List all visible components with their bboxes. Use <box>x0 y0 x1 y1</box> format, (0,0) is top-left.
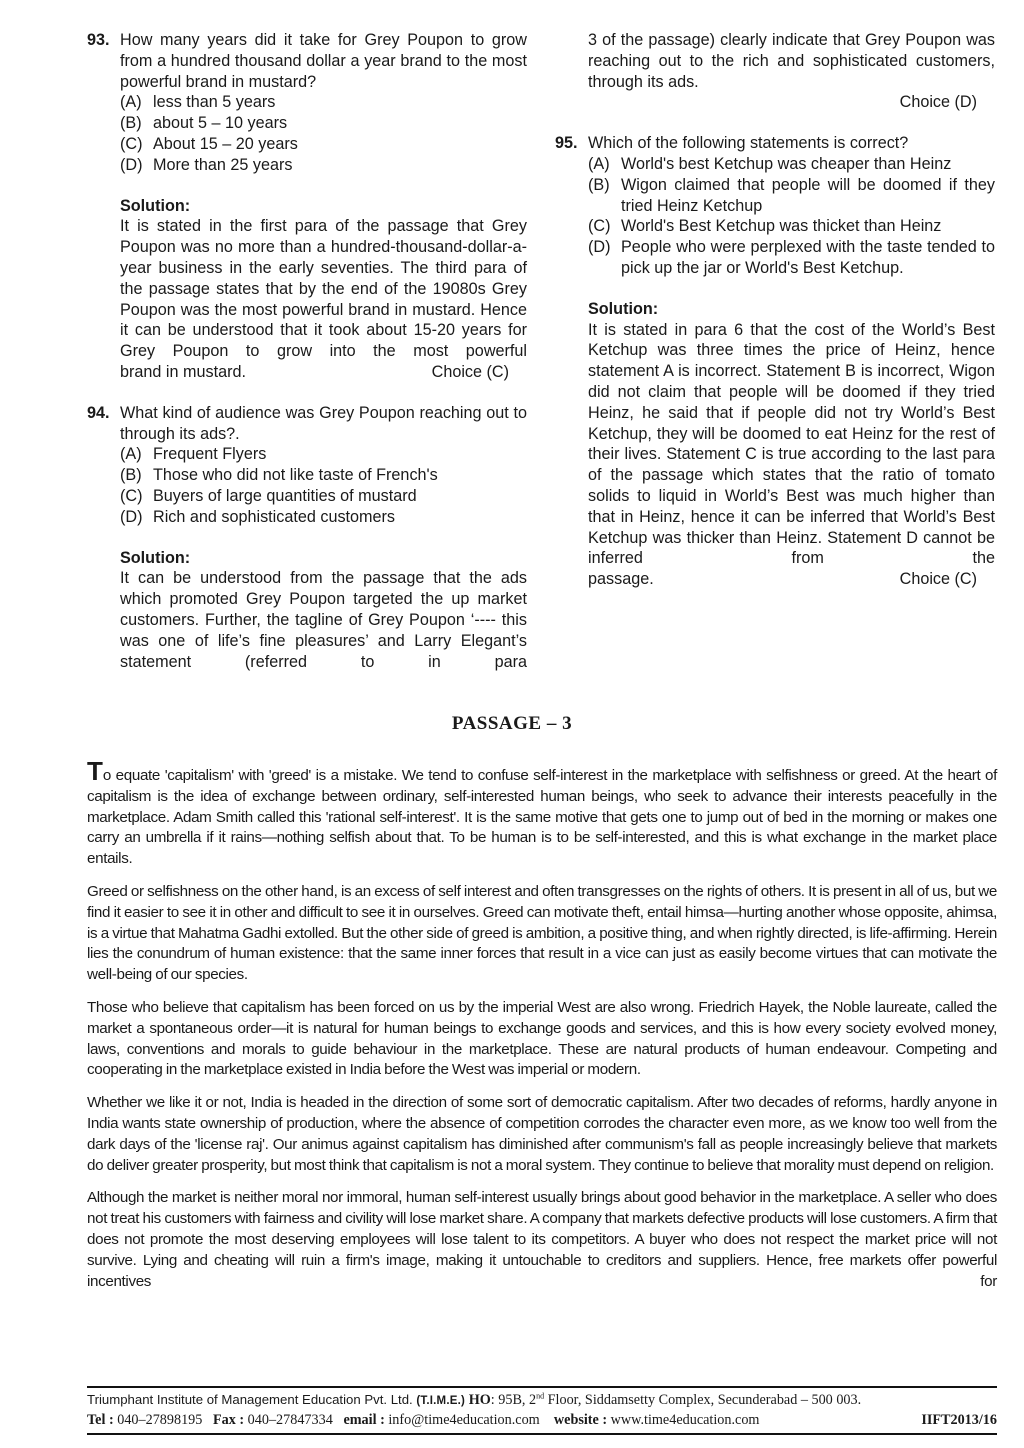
drop-cap: T <box>87 756 103 786</box>
answer-choice: Choice (C) <box>899 570 977 589</box>
option-a: (A) less than 5 years <box>120 93 276 112</box>
email-label: email : <box>343 1412 385 1428</box>
footer-bottom-rule <box>87 1433 997 1435</box>
solution-end-line: passage. Choice (C) <box>588 569 995 590</box>
question-text: What kind of audience was Grey Poupon reaching out to through its ads?. <box>120 403 527 443</box>
passage-paragraph-1: To equate 'capitalism' with 'greed' is a mistake. We tend to confuse self-interest in the marketplace with selfishness or greed. At the heart of capitalism is the idea of exchange between ordinary, self-interested human beings, who seek to advance their interests peacefully in the marketplace. Adam Smith called this 'rational self-interest'. It is the same motive that gets one to jump out of bed in the morning or makes one carry an umbrella if it rains—nothing selfish about that. To be human is to be self-interested, and this is what exchange in the market place entails. <box>87 756 997 868</box>
answer-choice: Choice (C) <box>431 362 509 381</box>
answer-choice: Choice (D) <box>899 93 977 112</box>
options-list <box>120 444 527 527</box>
tel-label: Tel : <box>87 1412 114 1428</box>
left-column <box>87 30 527 672</box>
footer-company-line <box>87 1388 997 1411</box>
question-94 <box>87 403 527 673</box>
solution-text-part1: It can be understood from the passage that the ads which promoted Grey Poupon targeted the up market customers. Further, the tagline of Grey Poupon ‘---- this was one of life’s fine pleasures’ and Larry Elegant’s statement (referred to in para <box>120 569 527 671</box>
solution-text: It is stated in the first para of the passage that Grey Poupon was no more than a hundred-thousand-dollar-a-year business in the early seventies. The third para of the passage states that by the end of the 19080s Grey Poupon was the most powerful brand in mustard. Hence it can be understood that it took about 15-20 years for Grey Poupon to grow into the most powerful <box>120 217 527 361</box>
question-95 <box>555 133 995 590</box>
passage-paragraph-3: Those who believe that capitalism has been forced on us by the imperial West are also wrong. Friedrich Hayek, the Noble laureate, called the market a spontaneous order—it is natural for human beings to exchange goods and services, and this is how every society evolved money, laws, conventions and morals to guide behaviour in the marketplace. These are natural products of human endeavour. Competing and cooperating in the marketplace existed in India before the West was imperial or modern. <box>87 998 997 1079</box>
question-text: Which of the following statements is correct? <box>588 134 909 153</box>
website-label: website : <box>553 1412 608 1428</box>
company-name: Triumphant Institute of Management Education Pvt. Ltd. <box>87 1392 413 1407</box>
page-code: IIFT2013/16 <box>921 1412 997 1428</box>
option-c: (C) World's Best Ketchup was thicket than Heinz <box>588 217 942 236</box>
fax-number: 040–27847334 <box>247 1412 333 1428</box>
tel-number: 040–27898195 <box>117 1412 203 1428</box>
option-d: (D) More than 25 years <box>120 155 293 174</box>
question-number: 95. <box>555 134 578 153</box>
option-d: (D) People who were perplexed with the taste tended to pick up the jar or World's Best Ketchup. <box>588 238 995 277</box>
email-link[interactable]: info@time4education.com <box>388 1412 540 1428</box>
ho-label: HO <box>468 1392 491 1408</box>
fax-label: Fax : <box>212 1412 245 1428</box>
solution-end-line: brand in mustard. Choice (C) <box>120 362 527 383</box>
passage-paragraph-5: Although the market is neither moral nor immoral, human self-interest usually brings about good behavior in the marketplace. A seller who does not treat his customers with fairness and civility will lose market share. A company that markets defective products will lose customers. A firm that does not promote the most deserving employees will lose talent to its competitors. A buyer who does not respect the market price will not survive. Lying and cheating will ruin a firm's image, making it untouchable to creditors and suppliers. Hence, free markets offer powerful incentives for <box>87 1189 997 1290</box>
page-footer <box>87 1386 997 1435</box>
footer-contact-line <box>87 1411 997 1430</box>
question-93 <box>87 30 527 383</box>
right-column <box>555 30 995 590</box>
option-d: (D) Rich and sophisticated customers <box>120 507 396 526</box>
passage-paragraph-2: Greed or selfishness on the other hand, is an excess of self interest and often transgresses on the rights of others. It is present in all of us, but we find it easier to see it in other and difficult to see it in ourselves. Greed can motivate theft, entail himsa—hurting another whose opposite, ahimsa, is a virtue that Mahatma Gadhi extolled. But the other side of greed is ambition, a positive thing, and when rightly directed, is life-affirming. Herein lies the conundrum of human existence: that the same inner forces that result in a vice can just as easily become virtues that can motivate the well-being of our species. <box>87 882 997 984</box>
solution-text: It is stated in para 6 that the cost of the World’s Best Ketchup was three times the price of Heinz, hence statement A is incorrect. Statement B is incorrect, Wigon did not claim that people will be doomed if they tried Heinz, he said that if people did not try World’s Best Ketchup, they will be doomed to eat Heinz for the rest of their lives. Statement C is true according to the last para of the passage which states that the ratio of tomato solids to liquid in World’s Best was much higher than that in Heinz, hence it can be inferred that World’s Best Ketchup was thicker than Heinz. Statement D cannot be inferred from the <box>588 320 995 568</box>
option-b: (B) Wigon claimed that people will be doomed if they tried Heinz Ketchup <box>588 175 995 215</box>
question-number: 93. <box>87 31 110 49</box>
options-list <box>120 92 527 175</box>
address: : 95B, 2nd Floor, Siddamsetty Complex, Secunderabad – 500 003. <box>490 1391 862 1408</box>
question-number: 94. <box>87 403 110 422</box>
passage-paragraph-4: Whether we like it or not, India is headed in the direction of some sort of democratic capitalism. After two decades of reforms, hardly anyone in India wants state ownership of production, where the absence of competition corrodes the character even more, as we know too well from the dark days of the 'license raj'. Our animus against capitalism has diminished after communism's fall as people increasingly believe that markets do deliver greater prosperity, but most think that capitalism is not a moral system. They continue to believe that morality must depend on religion. <box>87 1094 997 1174</box>
options-list <box>588 154 995 279</box>
option-c: (C) Buyers of large quantities of mustard <box>120 486 417 505</box>
option-b: (B) Those who did not like taste of French's <box>120 466 438 485</box>
option-a: (A) Frequent Flyers <box>120 445 267 464</box>
passage-title: PASSAGE – 3 <box>451 713 573 734</box>
solution-heading: Solution: <box>120 196 191 215</box>
passage-body <box>87 756 997 1304</box>
solution-heading: Solution: <box>588 299 659 318</box>
solution-heading: Solution: <box>120 548 191 567</box>
website-link[interactable]: www.time4education.com <box>610 1412 760 1428</box>
option-a: (A) World's best Ketchup was cheaper than Heinz <box>588 154 952 173</box>
option-c: (C) About 15 – 20 years <box>120 134 298 153</box>
solution-text-part2: 3 of the passage) clearly indicate that Grey Poupon was reaching out to the rich and sophisticated customers, through its ads. <box>588 31 995 91</box>
contact-details <box>87 1411 759 1430</box>
company-abbreviation: (T.I.M.E.) <box>416 1395 466 1407</box>
question-text: How many years did it take for Grey Poupon to grow from a hundred thousand dollar a year brand to the most powerful brand in mustard? <box>120 31 527 91</box>
question-94-continued <box>555 30 995 113</box>
option-b: (B) about 5 – 10 years <box>120 114 288 133</box>
